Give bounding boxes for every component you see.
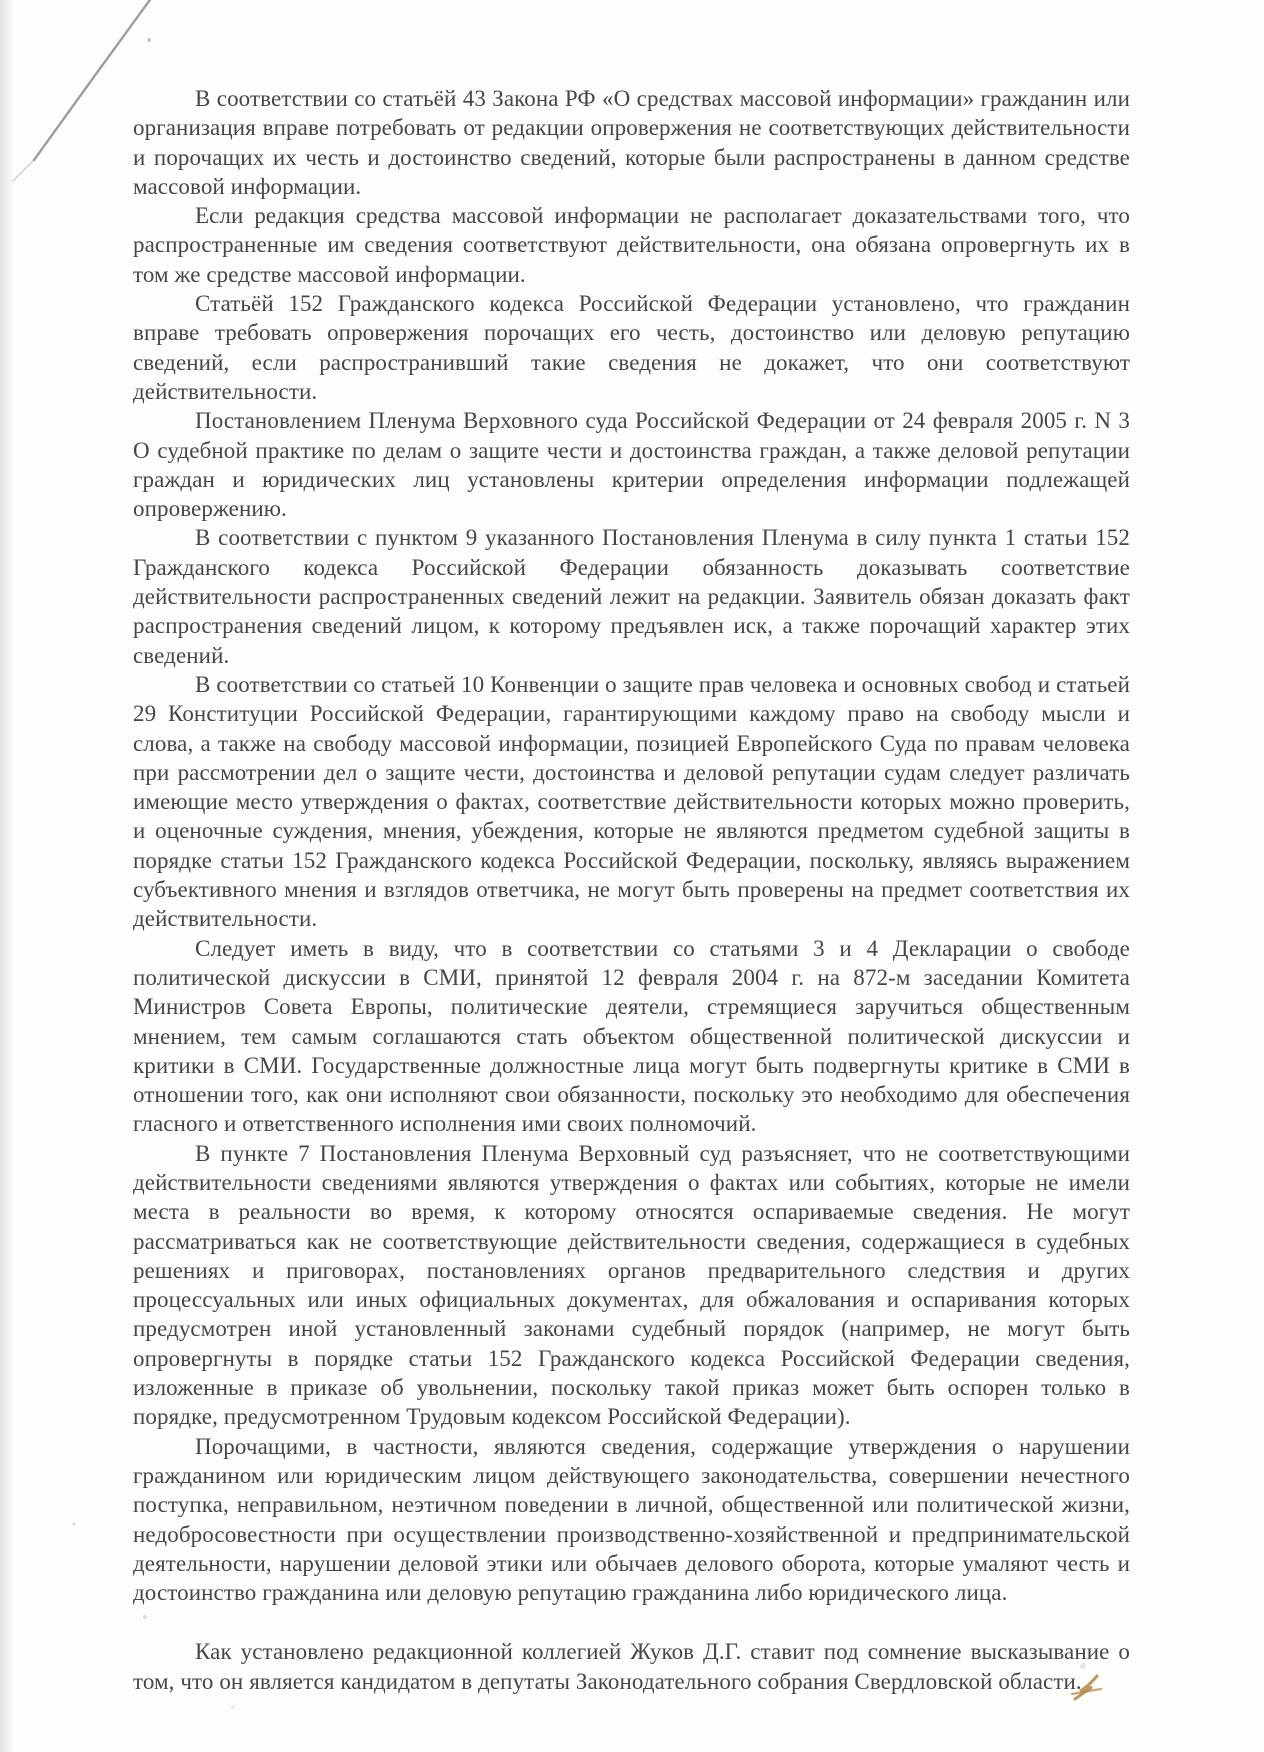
- paragraph: Как установлено редакционной коллегией Жуков Д.Г. ставит под сомнение высказывание о том, что он является кандидатом в депутаты Законодательного собрания Свердловской области.: [133, 1639, 1130, 1694]
- paragraph: В соответствии со статьёй 43 Закона РФ «О средствах массовой информации» гражданин или организация вправе потребовать от редакции опровержения не соответствующих действительности и порочащих их честь и достоинство сведений, которые были распространены в данном средстве массовой информации.: [133, 86, 1130, 199]
- page-edge-shadow: [0, 0, 14, 1752]
- scan-speck: [72, 1522, 76, 1526]
- scan-speck: [147, 38, 151, 42]
- paragraph: В соответствии со статьей 10 Конвенции о защите прав человека и основных свобод и статьей 29 Конституции Российской Федерации, гарантирующими каждому право на свободу мысли и слова, а также на свободу массовой информации, позицией Европейского Суда по правам человека при рассмотрении дел о защите чести, достоинства и деловой репутации судам следует различать имеющие место утверждения о фактах, соответствие действительности которых можно проверить, и оценочные суждения, мнения, убеждения, которые не являются предметом судебной защиты в порядке статьи 152 Гражданского кодекса Российской Федерации, поскольку, являясь выражением субъективного мнения и взглядов ответчика, не могут быть проверены на предмет соответствия их действительности.: [133, 671, 1130, 932]
- paragraph: В соответствии с пунктом 9 указанного Постановления Пленума в силу пункта 1 статьи 152 Гражданского кодекса Российской Федерации обязанность доказывать соответствие действительности распространенных сведений лежит на редакции. Заявитель обязан доказать факт распространения сведений лицом, к которому предъявлен иск, а также порочащий характер этих сведений.: [133, 525, 1130, 668]
- page-corner-fold-line-fade: [13, 160, 34, 181]
- paragraph: Статьёй 152 Гражданского кодекса Российской Федерации установлено, что гражданин вправе требовать опровержения порочащих его честь, достоинство или деловую репутацию сведений, если распространивший такие сведения не докажет, что они соответствуют действительности.: [133, 291, 1130, 404]
- paragraph: Следует иметь в виду, что в соответствии со статьями 3 и 4 Декларации о свободе политической дискуссии в СМИ, принятой 12 февраля 2004 г. на 872-м заседании Комитета Министров Совета Европы, политические деятели, стремящиеся заручиться общественным мнением, тем самым соглашаются стать объектом общественной политической дискуссии и критики в СМИ. Государственные должностные лица могут быть подвергнуты критике в СМИ в отношении того, как они исполняют свои обязанности, поскольку это необходимо для обеспечения гласного и ответственного исполнения ими своих полномочий.: [133, 935, 1130, 1137]
- paragraph: Порочащими, в частности, являются сведения, содержащие утверждения о нарушении гражданином или юридическим лицом действующего законодательства, совершении нечестного поступка, неправильном, неэтичном поведении в личной, общественной или политической жизни, недобросовестности при осуществлении производственно-хозяйственной и предпринимательской деятельности, нарушении деловой этики или обычаев делового оборота, которые умаляют честь и достоинство гражданина или деловую репутацию гражданина либо юридического лица.: [133, 1433, 1130, 1606]
- paragraph: Если редакция средства массовой информации не располагает доказательствами того, что распространенные им сведения соответствуют действительности, она обязана опровергнуть их в том же средстве массовой информации.: [133, 203, 1130, 287]
- document-body: [133, 84, 1130, 1696]
- scan-speck: [231, 1705, 235, 1709]
- paragraph: В пункте 7 Постановления Пленума Верховный суд разъясняет, что не соответствующими действительности сведениями являются утверждения о фактах или событиях, которые не имели места в реальности во время, к которому относятся оспариваемые сведения. Не могут рассматриваться как не соответствующие действительности сведения, содержащиеся в судебных решениях и приговорах, постановлениях органов предварительного следствия и других процессуальных или иных официальных документах, для обжалования и оспаривания которых предусмотрен иной установленный законами судебный порядок (например, не могут быть опровергнуты в порядке статьи 152 Гражданского кодекса Российской Федерации сведения, изложенные в приказе об увольнении, поскольку такой приказ может быть оспорен только в порядке, предусмотренном Трудовым кодексом Российской Федерации).: [133, 1140, 1130, 1430]
- paragraph: Постановлением Пленума Верховного суда Российской Федерации от 24 февраля 2005 г. N 3 О судебной практике по делам о защите чести и достоинства граждан, а также деловой репутации граждан и юридических лиц установлены критерии определения информации подлежащей опровержению.: [133, 408, 1130, 522]
